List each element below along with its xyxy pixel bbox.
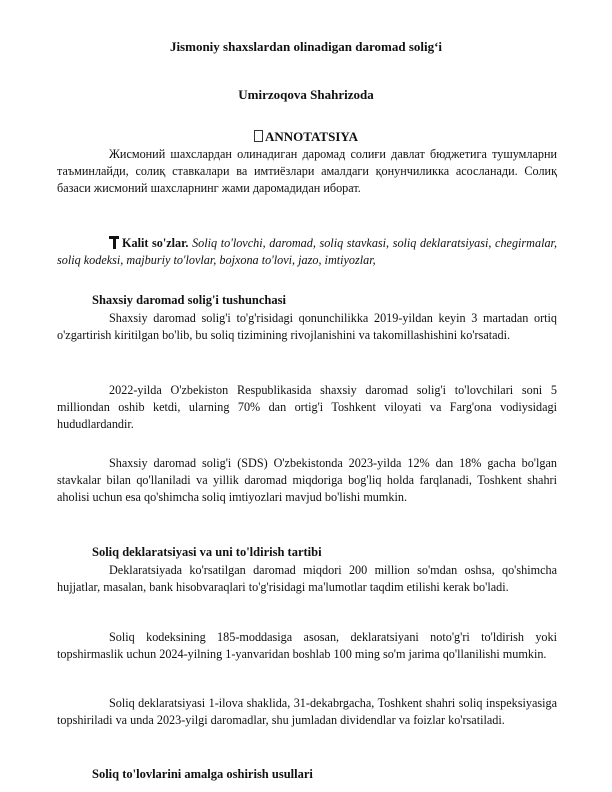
document-title: Jismoniy shaxslardan olinadigan daromad solig‘i (169, 39, 443, 54)
section1-paragraph-1: Shaxsiy daromad solig'i to'g'risidagi qonunchilikka 2019-yildan keyin 3 martadan ortiq o'zgartirish kiritilgan bo'lib, bu soliq tizimining rivojlanishini va takomillashishini ko'rsatadi. (57, 311, 557, 342)
annotation-heading (0, 128, 612, 145)
author-name: Umirzoqova Shahrizoda (238, 87, 374, 102)
keywords-paragraph (57, 235, 557, 269)
section-heading-tax-declaration: Soliq deklaratsiyasi va uni to'ldirish tartibi (92, 545, 322, 559)
section1-paragraph-2: 2022-yilda O'zbekiston Respublikasida shaxsiy daromad solig'i to'lovchilari soni 5 milliondan oshib ketdi, ularning 70% dan ortig'i Toshkent viloyati va Farg'ona vodiysidagi hududlardandir. (57, 383, 557, 431)
missing-glyph-icon (254, 130, 263, 142)
section2-paragraph-2: Soliq kodeksining 185-moddasiga asosan, deklaratsiyani noto'g'ri to'ldirish yoki topshirmaslik uchun 2024-yilning 1-yanvaridan boshlab 100 ming so'm jarima qo'llanilishi mumkin. (57, 630, 557, 661)
section-heading-tax-payment-methods: Soliq to'lovlarini amalga oshirish usullari (92, 767, 313, 781)
section-heading-personal-income-tax: Shaxsiy daromad solig'i tushunchasi (92, 293, 286, 307)
section1-paragraph-3: Shaxsiy daromad solig'i (SDS) O'zbekistonda 2023-yilda 12% dan 18% gacha bo'lgan stavkalar bilan qo'llaniladi va yillik daromad miqdoriga bog'liq holda farqlanadi, Toshkent shahri aholisi uchun esa qo'shimcha soliq imtiyozlari mavjud bo'lishi mumkin. (57, 456, 557, 504)
annotation-heading-text: ANNOTATSIYA (265, 129, 358, 144)
pushpin-icon (109, 236, 119, 249)
keywords-text: Soliq to'lovchi, daromad, soliq stavkasi, soliq deklaratsiyasi, chegirmalar, soliq kodeksi, majburiy to'lovlar, bojxona to'lovi, jazo, imtiyozlar, (57, 236, 557, 267)
section2-paragraph-3: Soliq deklaratsiyasi 1-ilova shaklida, 31-dekabrgacha, Toshkent shahri soliq inspeksiyasiga topshiriladi va unda 2023-yilgi daromadlar, shu jumladan dividendlar va foizlar ko'rsatiladi. (57, 696, 557, 727)
keywords-label: Kalit so'zlar. (122, 236, 189, 250)
section2-paragraph-1: Deklaratsiyada ko'rsatilgan daromad miqdori 200 million so'mdan oshsa, qo'shimcha hujjatlar, masalan, bank hisobvaraqlari to'g'risidagi ma'lumotlar taqdim etilishi kerak bo'ladi. (57, 563, 557, 594)
annotation-text: Жисмоний шахслардан олинадиган даромад солиғи давлат бюджетига тушумларни таъминлайди, солиқ ставкалари ва имтиёзлари амалдаги қонунчиликка асосланади. Солиқ базаси жисмоний шахсларнинг жами даромадидан иборат. (57, 147, 557, 195)
